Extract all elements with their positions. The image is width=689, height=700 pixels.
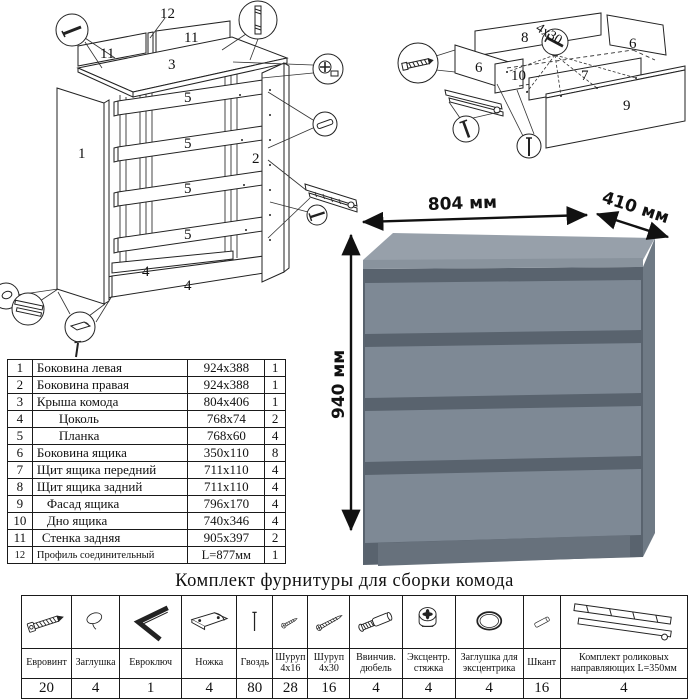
hex-key-icon (123, 598, 178, 646)
part-num: 10 (8, 513, 33, 530)
drawer-front-2 (365, 343, 641, 398)
guide-callout (12, 293, 44, 325)
hardware-icon-cell (273, 596, 308, 649)
part-qty: 1 (265, 394, 286, 411)
roller-guides-icon (565, 601, 682, 644)
table-row (8, 513, 286, 530)
part-name: Планка (32, 428, 188, 445)
part-label: 4 (142, 264, 150, 280)
part-num: 8 (8, 479, 33, 496)
hardware-qty-row (22, 679, 688, 699)
part-label: 5 (184, 136, 192, 152)
part-size: 796x170 (188, 496, 265, 513)
part-num: 5 (8, 428, 33, 445)
screw-long-icon (311, 606, 348, 638)
hardware-qty: 28 (273, 679, 308, 699)
hardware-name: Евроключ (120, 649, 182, 679)
table-row (8, 547, 286, 564)
part-num: 7 (8, 462, 33, 479)
part-size: 768x60 (188, 428, 265, 445)
part-name: Боковина правая (32, 377, 188, 394)
part-qty: 4 (265, 513, 286, 530)
table-row (8, 445, 286, 462)
part-num: 12 (8, 547, 33, 564)
hardware-qty: 80 (237, 679, 273, 699)
frame-assembly-diagram (0, 0, 362, 358)
part-label: 5 (184, 181, 192, 197)
hardware-name: Евровинт (22, 649, 72, 679)
width-dimension: 804 мм (427, 192, 498, 215)
hardware-kit-title: Комплект фурнитуры для сборки комода (175, 571, 514, 591)
dowel-pin-callout (313, 112, 337, 136)
hardware-qty: 4 (402, 679, 455, 699)
roller-guide-drawing (445, 90, 503, 116)
part-name: Стенка задняя (32, 530, 188, 547)
hardware-qty: 4 (350, 679, 402, 699)
hardware-icon-cell (120, 596, 182, 649)
part-label: 3 (168, 57, 176, 73)
part-size: 711x110 (188, 462, 265, 479)
part-size: 711x110 (188, 479, 265, 496)
part-qty: 1 (265, 547, 286, 564)
screw-callout (453, 116, 479, 142)
table-row (8, 428, 286, 445)
part-label: 8 (521, 30, 529, 46)
eccentric-callout (313, 54, 343, 84)
part-label: 11 (184, 30, 199, 46)
part-size: 924x388 (188, 360, 265, 377)
screw-size-note: 4x30 (532, 20, 565, 49)
hardware-qty: 1 (120, 679, 182, 699)
part-label: 5 (184, 227, 192, 243)
height-dimension: 940 мм (329, 349, 349, 419)
hardware-names-row (22, 649, 688, 679)
drawer-fronts (365, 280, 641, 543)
hardware-qty: 4 (72, 679, 120, 699)
hardware-qty: 4 (560, 679, 687, 699)
hardware-icon-cell (455, 596, 523, 649)
part-size: 768x74 (188, 411, 265, 428)
part-label: 4 (184, 278, 192, 294)
foot-icon (185, 600, 234, 643)
dresser-render (318, 185, 689, 580)
part-num: 11 (8, 530, 33, 547)
part-name: Дно ящика (32, 513, 188, 530)
part-num: 6 (8, 445, 33, 462)
table-row (8, 377, 286, 394)
part-num: 3 (8, 394, 33, 411)
hardware-name: Эксцентр. стяжка (402, 649, 455, 679)
hardware-name: Гвоздь (237, 649, 273, 679)
hardware-icon-cell (560, 596, 687, 649)
part-label: 5 (184, 90, 192, 106)
wood-dowel-icon (526, 608, 558, 636)
part-name: Щит ящика задний (32, 479, 188, 496)
confirmat-callout (398, 43, 438, 83)
part-num: 1 (8, 360, 33, 377)
cabinet-right-side (643, 238, 655, 557)
table-row (8, 496, 286, 513)
drawer-side-right (607, 15, 666, 55)
hardware-icon-cell (308, 596, 350, 649)
threaded-dowel-icon (353, 602, 399, 643)
nail-icon (239, 608, 270, 635)
cap-icon (74, 603, 116, 640)
hardware-name: Шкант (523, 649, 560, 679)
part-qty: 4 (265, 479, 286, 496)
drawer-front-1 (365, 280, 641, 334)
hardware-icon-cell (237, 596, 273, 649)
part-num: 4 (8, 411, 33, 428)
part-name: Фасад ящика (32, 496, 188, 513)
eccentric-cam-icon (405, 601, 452, 642)
hardware-icon-cell (72, 596, 120, 649)
part-label: 7 (581, 68, 589, 84)
part-qty: 8 (265, 445, 286, 462)
table-row (8, 394, 286, 411)
part-label: 6 (475, 60, 483, 76)
part-label: 9 (623, 98, 631, 114)
euro-screw-icon (24, 603, 68, 642)
part-num: 2 (8, 377, 33, 394)
hardware-qty: 20 (22, 679, 72, 699)
part-num: 9 (8, 496, 33, 513)
part-label: 11 (100, 46, 115, 62)
hardware-icon-cell (22, 596, 72, 649)
foot-callout (65, 312, 95, 357)
threaded-dowel-icon (255, 6, 261, 34)
hardware-icons-row (22, 596, 688, 649)
parts-table (7, 359, 286, 564)
part-size: 905x397 (188, 530, 265, 547)
hardware-table (21, 595, 688, 699)
table-row (8, 462, 286, 479)
part-name: Крыша комода (32, 394, 188, 411)
hardware-qty: 16 (523, 679, 560, 699)
nail-callout (517, 134, 541, 158)
part-label: 6 (629, 36, 637, 52)
hardware-qty: 16 (308, 679, 350, 699)
drawer-front-3 (365, 406, 641, 462)
part-qty: 4 (265, 496, 286, 513)
table-row (8, 411, 286, 428)
cam-cap-icon (462, 598, 517, 646)
part-name: Профиль соединительный (32, 547, 188, 564)
hardware-name: Заглушка для эксцентрика (455, 649, 523, 679)
part-qty: 4 (265, 462, 286, 479)
part-size: 350x110 (188, 445, 265, 462)
part-qty: 1 (265, 377, 286, 394)
depth-dimension: 410 мм (599, 187, 672, 229)
hardware-icon-cell (182, 596, 237, 649)
hardware-name: Шуруп 4x30 (308, 649, 350, 679)
hardware-name: Комплект роликовых направляющих L=350мм (560, 649, 687, 679)
hardware-icon-cell (402, 596, 455, 649)
hardware-qty: 4 (455, 679, 523, 699)
part-name: Щит ящика передний (32, 462, 188, 479)
hardware-name: Заглушка (72, 649, 120, 679)
part-label: 10 (511, 68, 526, 84)
part-label: 12 (160, 6, 175, 22)
hardware-name: Шуруп 4x16 (273, 649, 308, 679)
part-qty: 2 (265, 411, 286, 428)
side-panel-right (262, 63, 289, 282)
screw-short-icon (275, 609, 305, 635)
table-row (8, 530, 286, 547)
hardware-qty: 4 (182, 679, 237, 699)
part-size: L=877мм (188, 547, 265, 564)
part-name: Боковина левая (32, 360, 188, 377)
part-name: Боковина ящика (32, 445, 188, 462)
hardware-name: Ввинчив. дюбель (350, 649, 402, 679)
part-label: 1 (78, 146, 86, 162)
part-label: 2 (252, 151, 260, 167)
part-name: Цоколь (32, 411, 188, 428)
dowel-screw-callout (239, 1, 277, 39)
part-size: 924x388 (188, 377, 265, 394)
part-size: 804x406 (188, 394, 265, 411)
part-size: 740x346 (188, 513, 265, 530)
drawer-front-4 (365, 469, 641, 543)
cabinet-top (363, 233, 655, 260)
part-qty: 2 (265, 530, 286, 547)
nail-callout (56, 14, 88, 46)
part-qty: 1 (265, 360, 286, 377)
hardware-icon-cell (523, 596, 560, 649)
table-row (8, 479, 286, 496)
drawer-assembly-diagram (389, 0, 689, 168)
table-row (8, 360, 286, 377)
part-qty: 4 (265, 428, 286, 445)
hardware-name: Ножка (182, 649, 237, 679)
side-panel-left (57, 88, 109, 304)
hardware-icon-cell (350, 596, 402, 649)
